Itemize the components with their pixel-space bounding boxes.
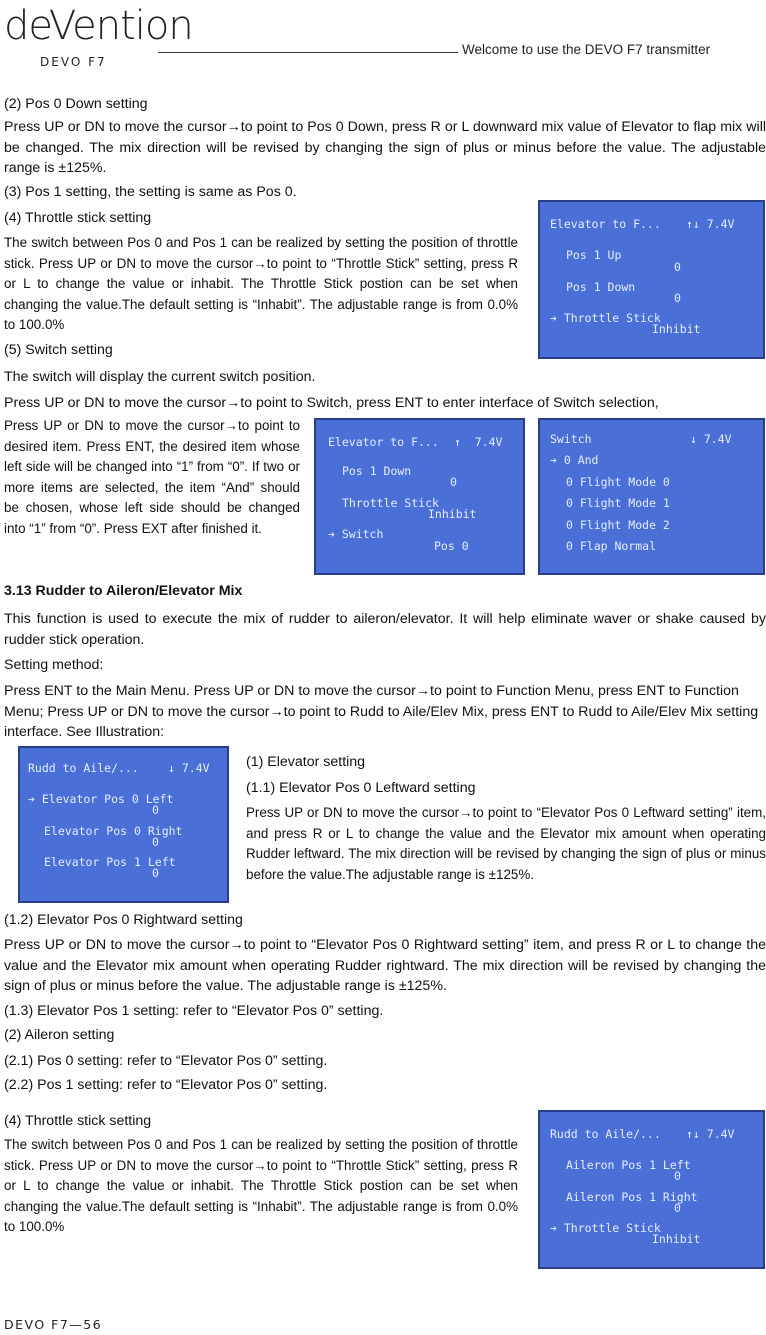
switch-line-2: Press UP or DN to move the cursor→to point to Switch, press ENT to enter interface of Switch selection, — [4, 395, 659, 411]
aileron-heading: (2) Aileron setting — [4, 1027, 115, 1043]
lcd-screen-rudd-elevator — [18, 746, 229, 903]
model-label: DEVO F7 — [40, 55, 107, 69]
screen-row: Pos 1 Down — [342, 464, 412, 478]
screen-row-selected: ➔ Elevator Pos 0 Left — [28, 792, 174, 806]
elevator-sub-heading: (1.1) Elevator Pos 0 Leftward setting — [246, 780, 476, 796]
screen-title: Rudd to Aile/... — [28, 761, 139, 775]
pos0-body: Press UP or DN to move the cursor→to point to Pos 0 Down, press R or L downward mix value of Elevator to flap mix will be changed. The mix direction will be revised by changing the sign of plus or minus before the value. The adjustable range is ±125%. — [4, 119, 766, 176]
screen-row-selected: ➔ Throttle Stick — [550, 1221, 661, 1235]
rightward-heading: (1.2) Elevator Pos 0 Rightward setting — [4, 912, 243, 928]
brand-logo: deVention — [4, 3, 193, 49]
lcd-screen-switch-select — [538, 418, 765, 575]
screen-status: ↑↓ 7.4V — [686, 1127, 735, 1141]
screen-status: ↓ 7.4V — [168, 761, 210, 775]
setting-method-body: Press ENT to the Main Menu. Press UP or DN to move the cursor→to point to Function Menu, press ENT to Function Menu; Press UP or DN to move the cursor→to point to Rudd to Aile/Elev Mix, press ENT to Rudd to Aile/Elev Mix setting interface. See Illustration: — [4, 683, 759, 740]
screen-value: 0 — [152, 835, 159, 849]
screen-row-selected: ➔ 0 And — [550, 453, 599, 467]
screen-value: Pos 0 — [434, 539, 469, 553]
aileron-pos0-paragraph: (2.1) Pos 0 setting: refer to “Elevator Pos 0” setting. — [4, 1053, 328, 1069]
screen-row-selected: ➔ Switch — [328, 527, 384, 541]
switch-body: Press UP or DN to move the cursor→to point to desired item. Press ENT, the desired item whose left side will be changed into “1” from “0”. If two or more items are selected, the item “And” should be chosen, whose left side should be changed into “1” from “0”. Press EXT after finished it. — [4, 418, 300, 536]
lcd-screen-rudd-aileron — [538, 1110, 765, 1269]
screen-title: Switch — [550, 432, 592, 446]
header-rule — [158, 52, 458, 53]
screen-status: ↑ 7.4V — [454, 435, 503, 449]
elevator-heading: (1) Elevator setting — [246, 754, 366, 770]
screen-row: Elevator Pos 1 Left — [44, 855, 176, 869]
switch-line-1: The switch will display the current switch position. — [4, 369, 316, 385]
screen-row: Pos 1 Up — [566, 248, 622, 262]
screen-row: 0 Flight Mode 0 — [566, 475, 670, 489]
screen-title: Elevator to F... — [550, 217, 661, 231]
screen-status: ↑↓ 7.4V — [686, 217, 735, 231]
throttle2-heading: (4) Throttle stick setting — [4, 1113, 152, 1129]
throttle-heading: (4) Throttle stick setting — [4, 210, 152, 226]
pos1-paragraph: (3) Pos 1 setting, the setting is same as Pos 0. — [4, 184, 297, 200]
screen-title: Elevator to F... — [328, 435, 439, 449]
lcd-screen-throttle-stick — [538, 200, 765, 359]
switch-heading: (5) Switch setting — [4, 342, 113, 358]
rightward-body: Press UP or DN to move the cursor→to point to “Elevator Pos 0 Rightward setting” item, and press R or L to change the value and the Elevator mix amount when operating Rudder rightward. The mix direction will be revised by changing the sign of plus or minus before the value. The adjustable range is ±125%. — [4, 937, 766, 994]
screen-value: 0 — [674, 1169, 681, 1183]
throttle-body: The switch between Pos 0 and Pos 1 can be realized by setting the position of throttle stick. Press UP or DN to move the cursor→to point to “Throttle Stick” setting, press R or L to change the value or inhabit. The Throttle Stick postion can be set when changing the value.The default setting is “Inhabit”. The adjustable range is from 0.0% to 100.0% — [4, 235, 518, 332]
screen-row: 0 Flight Mode 1 — [566, 496, 670, 510]
screen-value: 0 — [674, 291, 681, 305]
screen-row: Aileron Pos 1 Right — [566, 1190, 698, 1204]
screen-status: ↓ 7.4V — [690, 432, 732, 446]
screen-value: 0 — [152, 866, 159, 880]
header-title: Welcome to use the DEVO F7 transmitter — [462, 42, 711, 57]
screen-value: 0 — [152, 803, 159, 817]
lcd-screen-switch-item — [314, 418, 525, 575]
elevator-body: Press UP or DN to move the cursor→to point to “Elevator Pos 0 Leftward setting” item, and press R or L to change the value and the Elevator mix amount when operating Rudder leftward. The mix direction will be revised by changing the sign of plus or minus before the value.The adjustable range is ±125%. — [246, 805, 766, 882]
screen-value: 0 — [674, 260, 681, 274]
screen-row: Pos 1 Down — [566, 280, 636, 294]
pos0-heading: (2) Pos 0 Down setting — [4, 96, 148, 112]
section-intro: This function is used to execute the mix of rudder to aileron/elevator. It will help eliminate waver or shake caused by rudder stick operation. — [4, 611, 766, 648]
screen-title: Rudd to Aile/... — [550, 1127, 661, 1141]
aileron-pos1-paragraph: (2.2) Pos 1 setting: refer to “Elevator Pos 0” setting. — [4, 1077, 328, 1093]
page-number: DEVO F7—56 — [4, 1317, 103, 1332]
screen-row-selected: ➔ Throttle Stick — [550, 311, 661, 325]
screen-row: Elevator Pos 0 Right — [44, 824, 183, 838]
screen-value: Inhibit — [652, 1232, 701, 1246]
screen-row: Aileron Pos 1 Left — [566, 1158, 691, 1172]
screen-row: 0 Flap Normal — [566, 539, 657, 553]
screen-value: Inhibit — [428, 507, 477, 521]
throttle2-body: The switch between Pos 0 and Pos 1 can be realized by setting the position of throttle stick. Press UP or DN to move the cursor→to point to “Throttle Stick” setting, press R or L to change the value or inhabit. The Throttle Stick postion can be set when changing the value.The default setting is “Inhabit”. The adjustable range is from 0.0% to 100.0% — [4, 1137, 518, 1234]
screen-value: 0 — [450, 475, 457, 489]
screen-value: 0 — [674, 1201, 681, 1215]
section-heading: 3.13 Rudder to Aileron/Elevator Mix — [4, 583, 243, 599]
pos1-elevator-paragraph: (1.3) Elevator Pos 1 setting: refer to “Elevator Pos 0” setting. — [4, 1003, 384, 1019]
screen-row: Throttle Stick — [342, 496, 439, 510]
setting-method-label: Setting method: — [4, 657, 104, 673]
screen-row: 0 Flight Mode 2 — [566, 518, 670, 532]
screen-value: Inhibit — [652, 322, 701, 336]
